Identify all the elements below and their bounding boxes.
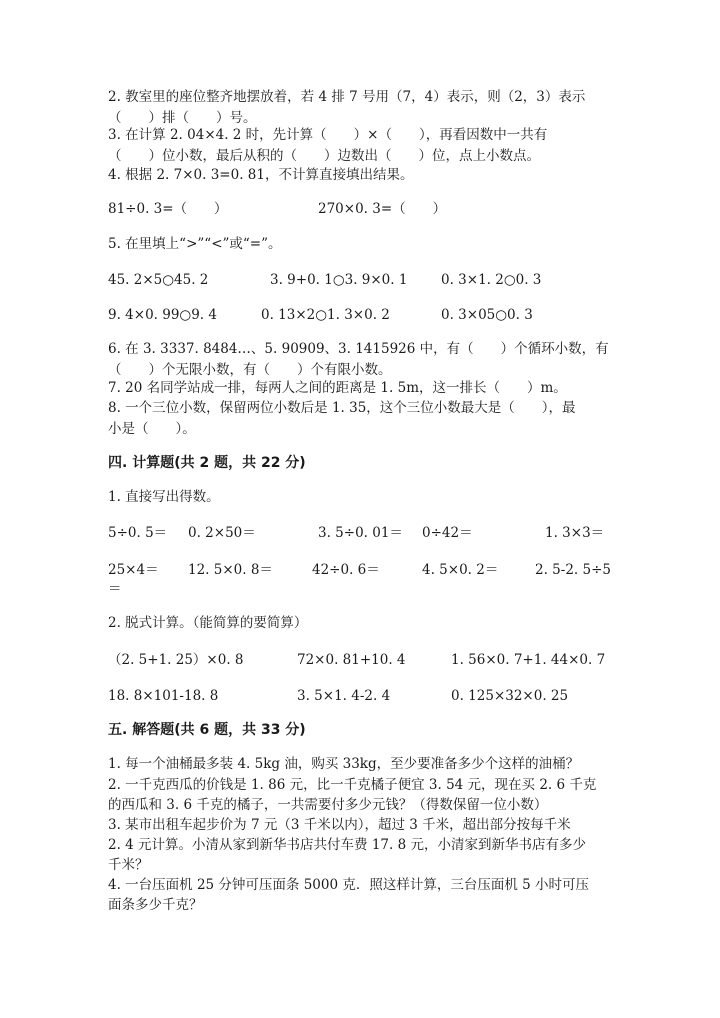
step-calc-item: （2. 5+1. 25）×0. 8	[108, 652, 244, 668]
compare-item: 0. 13×2○1. 3×0. 2	[261, 307, 390, 323]
question-3-line-2: （ ）位小数，最后从积的（ ）边数出（ ）位，点上小数点。	[108, 148, 540, 164]
word-problem-1-line-1: 1. 每一个油桶最多装 4. 5kg 油，购买 33kg，至少要准备多少个这样的油桶？	[108, 756, 580, 772]
question-2-line-1: 2. 教室里的座位整齐地摆放着，若 4 排 7 号用（7，4）表示，则（2，3）表示	[108, 89, 586, 105]
question-5-title: 5. 在里填上“>”“<”或“=”。	[108, 236, 282, 252]
compare-item: 45. 2×5○45. 2	[108, 272, 209, 288]
word-problem-3-line-1: 3. 某市出租车起步价为 7 元（3 千米以内），超过 3 千米，超出部分按每千米	[108, 817, 571, 833]
oral-calc-item: 2. 5-2. 5÷5	[535, 562, 611, 578]
step-calc-item: 0. 125×32×0. 25	[451, 688, 569, 704]
step-calc-item: 72×0. 81+10. 4	[297, 652, 406, 668]
question-8-line-1: 8. 一个三位小数，保留两位小数后是 1. 35，这个三位小数最大是（ ），最	[108, 400, 576, 416]
word-problem-3-line-3: 千米？	[108, 857, 149, 873]
step-calc-item: 3. 5×1. 4-2. 4	[297, 688, 391, 704]
question-8-line-2: 小是（ ）。	[108, 421, 196, 437]
oral-calc-item: 12. 5×0. 8＝	[188, 562, 273, 578]
calc-q1-title: 1. 直接写出得数。	[108, 489, 220, 505]
step-calc-item: 1. 56×0. 7+1. 44×0. 7	[451, 652, 606, 668]
word-problem-2-line-2: 的西瓜和 3. 6 千克的橘子，一共需要付多少元钱？（得数保留一位小数）	[108, 797, 548, 813]
oral-calc-item: 42÷0. 6＝	[312, 562, 380, 578]
question-2-line-2: （ ）排（ ）号。	[108, 110, 257, 126]
oral-calc-item: 25×4＝	[108, 562, 159, 578]
oral-calc-item: 4. 5×0. 2＝	[422, 562, 499, 578]
word-problem-2-line-1: 2. 一千克西瓜的价钱是 1. 86 元，比一千克橘子便宜 3. 54 元，现在买 2. 6 千克	[108, 777, 597, 793]
calc-q2-title: 2. 脱式计算。（能简算的要简算）	[108, 615, 308, 631]
oral-calc-item-wrap: ＝	[108, 581, 122, 597]
compare-item: 0. 3×05○0. 3	[441, 307, 533, 323]
compare-item: 3. 9+0. 1○3. 9×0. 1	[270, 272, 408, 288]
question-4-item: 81÷0. 3=（ ）	[108, 201, 228, 217]
section-5-heading: 五. 解答题(共 6 题，共 33 分)	[108, 722, 306, 738]
oral-calc-item: 1. 3×3＝	[545, 525, 605, 541]
question-6-line-1: 6. 在 3. 3337. 8484…、5. 90909、3. 1415926 中，有（ ）个循环小数，有	[108, 341, 609, 357]
oral-calc-item: 0÷42＝	[422, 525, 473, 541]
word-problem-4-line-2: 面条多少千克？	[108, 897, 203, 913]
question-3-line-1: 3. 在计算 2. 04×4. 2 时，先计算（ ）×（ ），再看因数中一共有	[108, 127, 548, 143]
oral-calc-item: 3. 5÷0. 01＝	[318, 525, 403, 541]
word-problem-3-line-2: 2. 4 元计算。小清从家到新华书店共付车费 17. 8 元，小清家到新华书店有多少	[108, 837, 586, 853]
question-7-line-1: 7. 20 名同学站成一排，每两人之间的距离是 1. 5m，这一排长（ ）m。	[108, 380, 567, 396]
step-calc-item: 18. 8×101-18. 8	[108, 688, 219, 704]
oral-calc-item: 5÷0. 5＝	[108, 525, 168, 541]
question-4-item: 270×0. 3=（ ）	[318, 201, 447, 217]
question-4-title: 4. 根据 2. 7×0. 3=0. 81，不计算直接填出结果。	[108, 167, 414, 183]
compare-item: 0. 3×1. 2○0. 3	[441, 272, 542, 288]
word-problem-4-line-1: 4. 一台压面机 25 分钟可压面条 5000 克．照这样计算，三台压面机 5 小时可压	[108, 877, 590, 893]
section-4-heading: 四. 计算题(共 2 题，共 22 分)	[108, 455, 306, 471]
question-6-line-2: （ ）个无限小数，有（ ）个有限小数。	[108, 362, 392, 378]
compare-item: 9. 4×0. 99○9. 4	[108, 307, 217, 323]
oral-calc-item: 0. 2×50＝	[188, 525, 256, 541]
